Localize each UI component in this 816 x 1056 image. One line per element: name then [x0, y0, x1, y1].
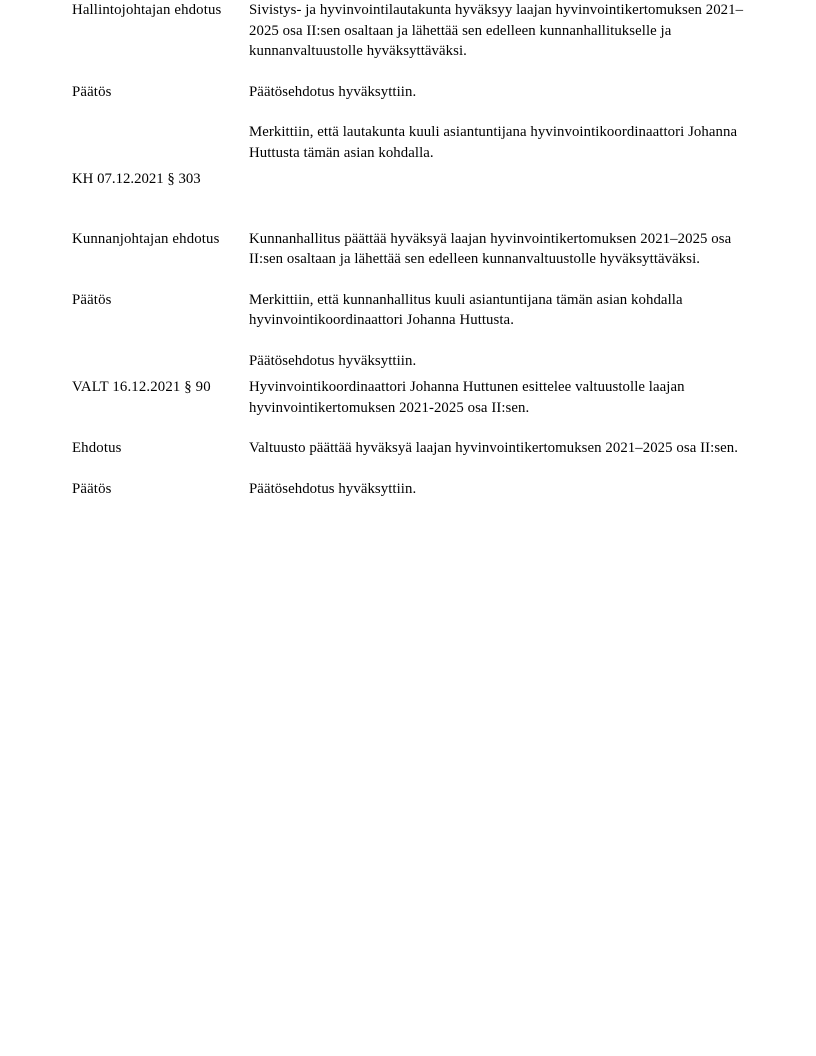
document-body — [72, 0, 746, 499]
spacer — [72, 418, 746, 438]
section-paatos-3 — [72, 479, 746, 500]
paragraph: Päätösehdotus hyväksyttiin. — [249, 83, 417, 100]
spacer — [72, 270, 746, 290]
section-ehdotus — [72, 438, 746, 459]
paragraph: Kunnanhallitus päättää hyväksyä laajan hyvinvointikertomuksen 2021–2025 osa II:sen osaltaan ja lähettää sen edelleen kunnanvaltuustolle hyväksyttäväksi. — [249, 230, 732, 267]
paragraph: Valtuusto päättää hyväksyä laajan hyvinvointikertomuksen 2021–2025 osa II:sen. — [249, 440, 739, 456]
spacer — [72, 62, 746, 82]
paragraph: Päätösehdotus hyväksyttiin. — [249, 480, 417, 497]
section-label: Ehdotus — [72, 440, 122, 456]
section-label: Päätös — [72, 480, 112, 497]
paragraph: Hyvinvointikoordinaattori Johanna Huttunen esittelee valtuustolle laajan hyvinvointikertomuksen 2021-2025 osa II:sen. — [249, 379, 685, 416]
paragraph: Merkittiin, että lautakunta kuuli asiantuntijana hyvinvointikoordinaattori Johanna Huttusta tämän asian kohdalla. — [249, 124, 738, 161]
section-text — [249, 229, 746, 270]
paragraph: Merkittiin, että kunnanhallitus kuuli asiantuntijana tämän asian kohdalla hyvinvointikoordinaattori Johanna Huttusta. — [249, 291, 683, 328]
spacer — [72, 459, 746, 479]
section-valt-heading — [72, 377, 746, 418]
spacer — [72, 190, 746, 229]
heading-text: KH 07.12.2021 § 303 — [72, 171, 201, 187]
section-label: Hallintojohtajan ehdotus — [72, 2, 222, 18]
heading-text: VALT 16.12.2021 § 90 — [72, 379, 211, 395]
spacer — [249, 102, 746, 122]
paragraph: Sivistys- ja hyvinvointilautakunta hyväksyy laajan hyvinvointikertomuksen 2021–2025 osa II:sen osaltaan ja lähettää sen edelleen kunnanhallitukselle ja kunnanvaltuustolle hyväksyttäväksi. — [249, 2, 744, 59]
section-paatos-1 — [72, 82, 746, 164]
section-text — [249, 82, 746, 164]
section-label: Kunnanjohtajan ehdotus — [72, 230, 220, 247]
section-label: Päätös — [72, 291, 112, 308]
paragraph: Päätösehdotus hyväksyttiin. — [249, 352, 417, 369]
section-kh-heading — [72, 169, 746, 190]
section-kunnanjohtajan-ehdotus — [72, 229, 746, 270]
section-text — [249, 438, 746, 459]
spacer — [249, 331, 746, 351]
section-text — [249, 377, 746, 418]
section-label: Päätös — [72, 83, 112, 100]
section-text — [249, 479, 746, 500]
section-hallintojohtajan-ehdotus — [72, 0, 746, 62]
section-text — [249, 290, 746, 372]
section-paatos-2 — [72, 290, 746, 372]
section-text — [249, 0, 746, 62]
